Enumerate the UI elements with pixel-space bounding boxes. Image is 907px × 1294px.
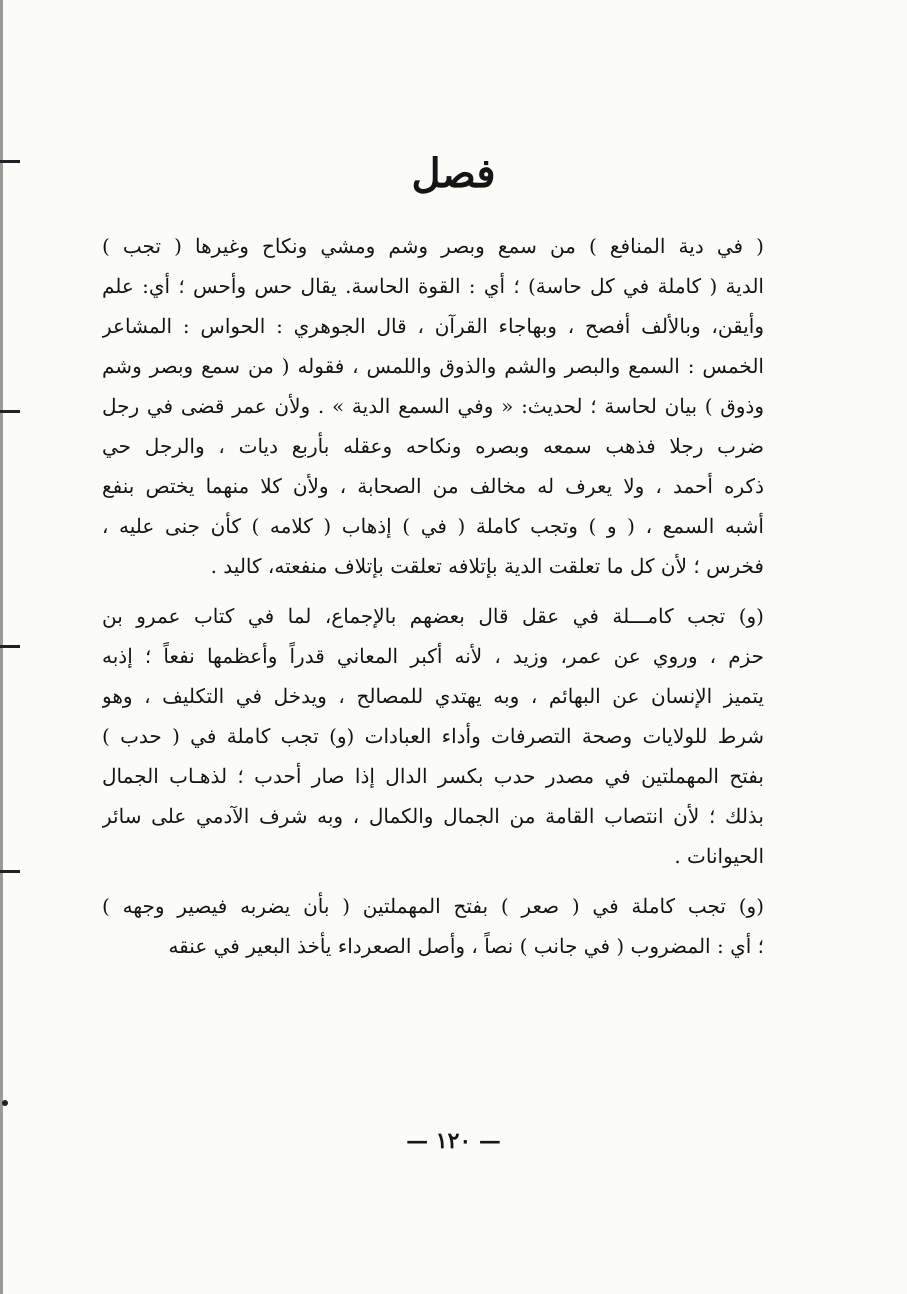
text-line: ضرب رجلا فذهب سمعه وبصره ونكاحه وعقله بأربع ديات ، والرجل حي — [102, 434, 764, 458]
margin-mark — [0, 870, 20, 873]
text-line: شرط للولايات وصحة التصرفات وأداء العبادات (و) تجب كاملة في ( حدب ) — [102, 724, 764, 748]
section-heading: فصل — [411, 150, 496, 197]
paragraph — [102, 226, 764, 586]
text-line: الدية ( كاملة في كل حاسة) ؛ أي : القوة الحاسة. يقال حس وأحس ؛ أي: علم — [102, 274, 764, 298]
text-line: وأيقن، وبالألف أفصح ، وبهاجاء القرآن ، قال الجوهري : الحواس : المشاعر — [102, 314, 764, 338]
text-line: أشبه السمع ، ( و ) وتجب كاملة ( في ) إذهاب ( كلامه ) كأن جنى عليه ، — [102, 514, 764, 538]
text-line: بذلك ؛ لأن انتصاب القامة من الجمال والكمال ، وبه شرف الآدمي على سائر — [102, 804, 764, 828]
page-number: — ١٢٠ — — [406, 1128, 501, 1154]
text-line: ؛ أي : المضروب ( في جانب ) نصاً ، وأصل الصعرداء يأخذ البعير في عنقه — [168, 934, 764, 958]
paragraph-gap — [102, 876, 764, 886]
margin-mark — [0, 410, 20, 413]
text-line: فخرس ؛ لأن كل ما تعلقت الدية بإتلافه تعلقت بإتلاف منفعته، كاليد . — [210, 554, 764, 578]
margin-dot — [2, 1100, 8, 1106]
text-line: ذكره أحمد ، ولا يعرف له مخالف من الصحابة ، ولأن كلا منهما يختص بنفع — [102, 474, 764, 498]
paragraph-gap — [102, 586, 764, 596]
paragraph — [102, 886, 764, 966]
text-line: (و) تجب كاملة في ( صعر ) بفتح المهملتين ( بأن يضربه فيصير وجهه ) — [102, 894, 764, 918]
text-line: ( في دية المنافع ) من سمع وبصر وشم ومشي ونكاح وغيرها ( تجب ) — [102, 234, 764, 258]
text-line: حزم ، وروي عن عمر، وزيد ، لأنه أكبر المعاني قدراً وأعظمها نفعاً ؛ إذبه — [102, 644, 764, 668]
margin-mark — [0, 645, 20, 648]
text-line: الحيوانات . — [674, 844, 764, 868]
text-line: الخمس : السمع والبصر والشم والذوق واللمس ، فقوله ( من سمع وبصر وشم — [102, 354, 764, 378]
text-line: (و) تجب كامـــلة في عقل قال بعضهم بالإجماع، لما في كتاب عمرو بن — [102, 604, 764, 628]
body-text — [102, 226, 764, 966]
paragraph — [102, 596, 764, 876]
text-line: يتميز الإنسان عن البهائم ، وبه يهتدي للمصالح ، ويدخل في التكليف ، وهو — [102, 684, 764, 708]
text-line: بفتح المهملتين في مصدر حدب بكسر الدال إذا صار أحدب ؛ لذهـاب الجمال — [102, 764, 764, 788]
text-line: وذوق ) بيان لحاسة ؛ لحديث: « وفي السمع الدية » . ولأن عمر قضى في رجل — [102, 394, 764, 418]
